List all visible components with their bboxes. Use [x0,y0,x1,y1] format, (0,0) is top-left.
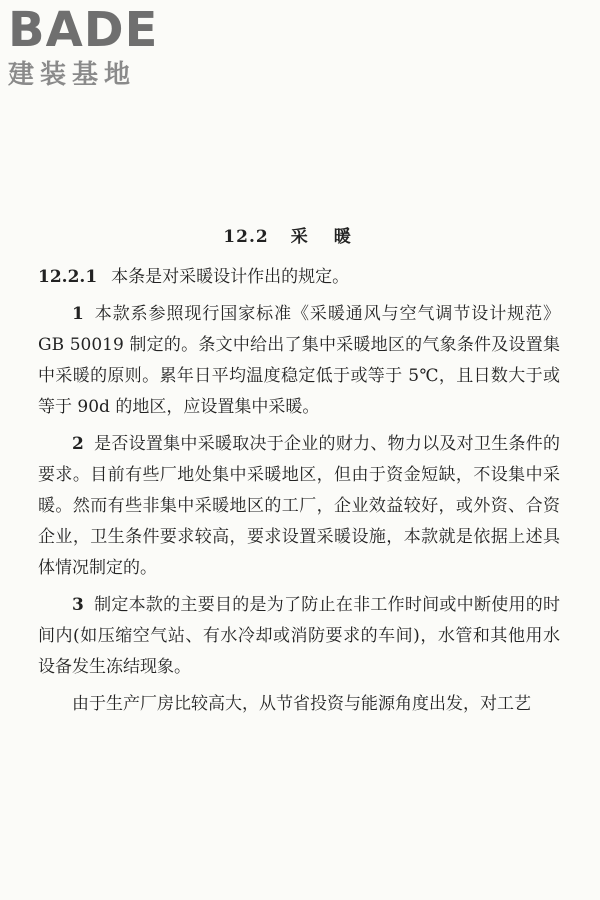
item-text: 是否设置集中采暖取决于企业的财力、物力以及对卫生条件的要求。目前有些厂地处集中采暖地区，但由于资金短缺，不设集中采暖。然而有些非集中采暖地区的工厂，企业效益较好，或外资、合资企业，卫生条件要求较高，要求设置采暖设施，本款就是依据上述具体情况制定的。 [38,434,560,578]
section-number: 12.2 [223,227,269,247]
section-title: 采暖 [290,227,377,247]
clause-paragraph [38,262,560,293]
clause-text: 本条是对采暖设计作出的规定。 [111,267,350,287]
item-number: 1 [72,304,84,324]
item-number: 3 [72,595,84,615]
clause-number: 12.2.1 [38,267,98,287]
item-text: 本款系参照现行国家标准《采暖通风与空气调节设计规范》GB 50019 制定的。条文中给出了集中采暖地区的气象条件及设置集中采暖的原则。累年日平均温度稳定低于或等于 5℃，且日数大于或等于 90d 的地区，应设置集中采暖。 [38,304,560,417]
item-paragraph-2 [38,429,560,584]
item-text: 制定本款的主要目的是为了防止在非工作时间或中断使用的时间内(如压缩空气站、有水冷却或消防要求的车间)，水管和其他用水设备发生冻结现象。 [38,595,560,677]
trailing-paragraph: 由于生产厂房比较高大，从节省投资与能源角度出发，对工艺 [72,694,531,714]
bade-logo-watermark [8,4,178,92]
logo-brand-text: BADE [8,2,159,58]
document-body [38,262,560,726]
item-number: 2 [72,434,84,454]
item-paragraph-1 [38,299,560,423]
section-heading [0,222,600,247]
item-paragraph-3 [38,590,560,683]
logo-subtitle-text: 建装基地 [8,60,137,90]
